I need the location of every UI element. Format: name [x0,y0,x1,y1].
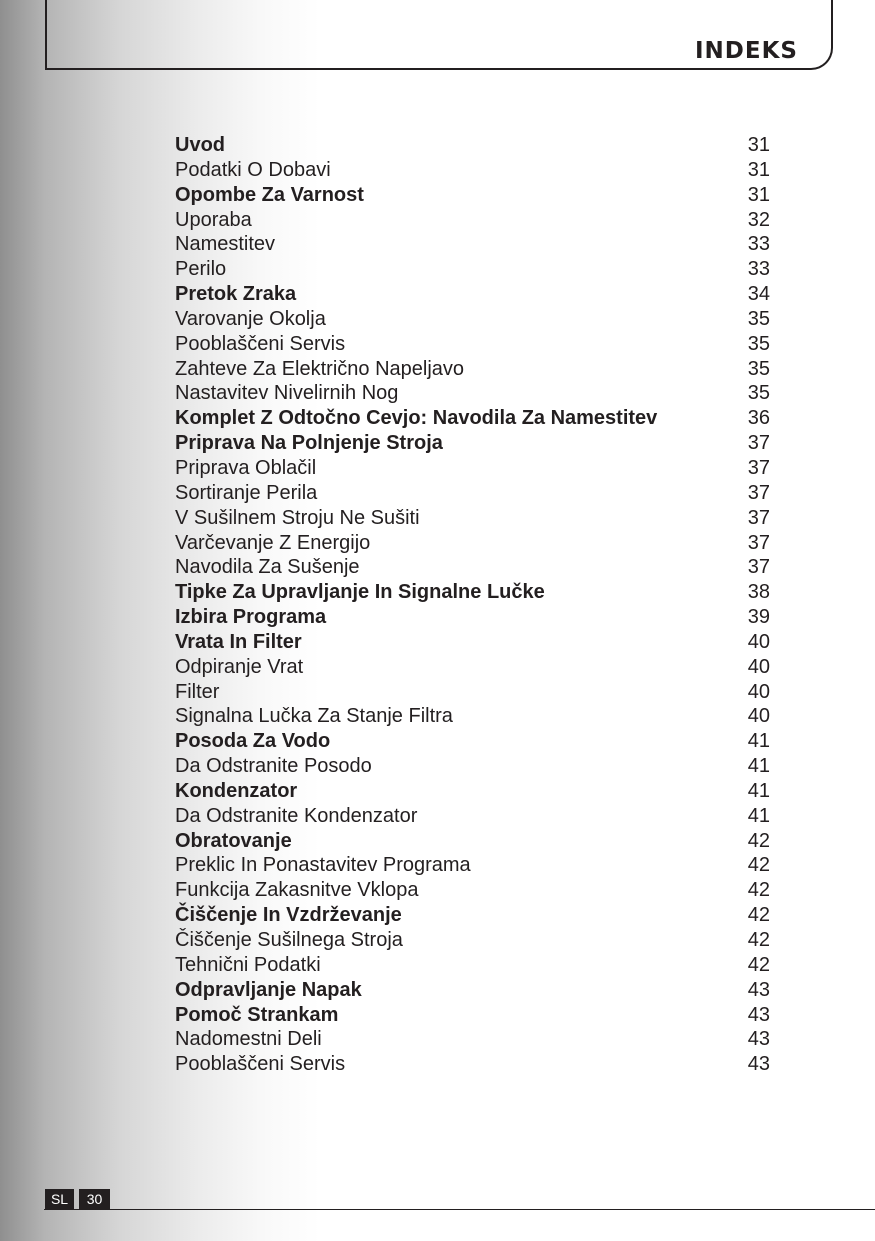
toc-entry-label: Kondenzator [175,779,298,802]
toc-entry-label: Nastavitev Nivelirnih Nog [175,382,399,405]
toc-entry [175,456,770,481]
toc-entry [175,332,770,357]
toc-entry-page: 41 [747,755,770,778]
toc-entry [175,481,770,506]
toc-entry-label: Čiščenje Sušilnega Stroja [175,929,403,951]
toc-entry-label: Signalna Lučka Za Stanje Filtra [175,705,453,728]
toc-entry-page: 41 [747,779,770,802]
toc-entry [175,605,770,630]
toc-entry [175,381,770,406]
toc-entry-label: Podatki O Dobavi [175,158,331,181]
toc-entry [175,779,770,804]
toc-entry-label: Varčevanje Z Energijo [175,531,371,554]
toc-entry-label: Zahteve Za Električno Napeljavo [175,357,465,380]
toc-entry-page: 43 [747,1053,770,1076]
toc-entry [175,878,770,903]
toc-entry-label: Odpravljanje Napak [175,978,362,1001]
toc-entry-page: 31 [747,134,770,156]
toc-entry-page: 31 [747,158,770,181]
toc-entry-label: Posoda Za Vodo [175,730,331,753]
toc-entry-page: 37 [747,456,770,479]
toc-entry [175,357,770,382]
toc-entry-label: Opombe Za Varnost [175,183,364,206]
toc-entry [175,580,770,605]
toc-entry-page: 35 [747,307,770,330]
toc-entry-page: 42 [747,829,770,852]
table-of-contents [175,133,770,1077]
toc-entry [175,704,770,729]
toc-entry [175,531,770,556]
toc-entry-label: Priprava Na Polnjenje Stroja [175,432,443,455]
toc-entry-page: 40 [747,655,770,678]
toc-entry-label: Da Odstranite Posodo [175,755,372,778]
toc-entry-label: Navodila Za Sušenje [175,556,360,579]
toc-entry-label: Nadomestni Deli [175,1028,322,1051]
toc-entry-label: Pretok Zraka [175,283,297,306]
toc-entry [175,953,770,978]
toc-entry [175,903,770,928]
toc-entry-page: 37 [747,556,770,579]
toc-entry-label: Uvod [175,134,225,156]
toc-entry-page: 42 [747,879,770,902]
toc-entry [175,655,770,680]
toc-entry [175,232,770,257]
language-badge: SL [45,1189,74,1209]
toc-entry-label: Da Odstranite Kondenzator [175,804,418,827]
toc-entry-page: 37 [747,481,770,504]
toc-entry [175,183,770,208]
toc-entry [175,829,770,854]
toc-entry-label: Pooblaščeni Servis [175,332,346,355]
toc-entry-label: Čiščenje In Vzdrževanje [175,904,402,927]
toc-entry [175,133,770,158]
toc-entry-page: 40 [747,705,770,728]
toc-entry-page: 31 [747,183,770,206]
toc-entry-page: 37 [747,432,770,455]
toc-entry-label: Pooblaščeni Servis [175,1053,346,1076]
footer-rule [44,1209,875,1210]
toc-entry-label: Preklic In Ponastavitev Programa [175,854,471,877]
toc-entry-label: Tipke Za Upravljanje In Signalne Lučke [175,581,545,604]
toc-entry-page: 41 [747,730,770,753]
toc-entry-label: Odpiranje Vrat [175,655,304,678]
toc-entry [175,555,770,580]
toc-entry-page: 35 [747,357,770,380]
toc-entry-page: 37 [747,506,770,529]
toc-entry-page: 43 [747,1028,770,1051]
toc-entry-page: 42 [747,953,770,976]
toc-entry [175,928,770,953]
toc-entry-page: 42 [747,854,770,877]
toc-entry-page: 40 [747,680,770,703]
toc-entry [175,1027,770,1052]
toc-entry [175,978,770,1003]
toc-entry [175,853,770,878]
toc-entry-page: 34 [747,283,770,306]
toc-entry-label: Filter [175,680,220,703]
toc-entry-page: 41 [747,804,770,827]
toc-entry [175,1003,770,1028]
toc-entry [175,208,770,233]
toc-entry [175,431,770,456]
toc-entry-page: 39 [747,606,770,629]
toc-entry-label: Uporaba [175,208,252,231]
toc-entry [175,406,770,431]
toc-entry-label: Obratovanje [175,829,292,852]
toc-entry-label: Varovanje Okolja [175,307,326,330]
toc-entry [175,630,770,655]
toc-entry-label: Vrata In Filter [175,630,302,653]
toc-entry-page: 36 [747,407,770,430]
toc-entry [175,729,770,754]
page-title: INDEKS [695,38,798,64]
toc-entry [175,257,770,282]
toc-entry [175,754,770,779]
toc-entry-label: Namestitev [175,233,276,256]
toc-entry-page: 37 [747,531,770,554]
toc-entry-page: 43 [747,1003,770,1026]
toc-entry-page: 33 [747,258,770,281]
toc-entry-page: 43 [747,978,770,1001]
toc-entry [175,158,770,183]
toc-entry-label: Priprava Oblačil [175,456,317,479]
toc-entry-page: 32 [747,208,770,231]
toc-entry-page: 33 [747,233,770,256]
toc-entry [175,307,770,332]
toc-entry [175,1052,770,1077]
page-number-badge: 30 [79,1189,110,1209]
toc-entry-label: Pomoč Strankam [175,1003,339,1026]
toc-entry-label: Izbira Programa [175,606,327,629]
toc-entry [175,680,770,705]
toc-entry [175,804,770,829]
toc-entry-page: 35 [747,332,770,355]
toc-entry-label: Perilo [175,258,227,281]
toc-entry-page: 42 [747,929,770,951]
toc-entry-label: V Sušilnem Stroju Ne Sušiti [175,506,420,529]
toc-entry-page: 35 [747,382,770,405]
toc-entry-page: 40 [747,630,770,653]
toc-entry [175,506,770,531]
toc-entry-page: 38 [747,581,770,604]
toc-entry-label: Komplet Z Odtočno Cevjo: Navodila Za Namestitev [175,407,658,430]
toc-entry-page: 42 [747,904,770,927]
toc-entry-label: Tehnični Podatki [175,953,321,976]
toc-entry-label: Funkcija Zakasnitve Vklopa [175,879,419,902]
toc-entry-label: Sortiranje Perila [175,481,318,504]
toc-entry [175,282,770,307]
